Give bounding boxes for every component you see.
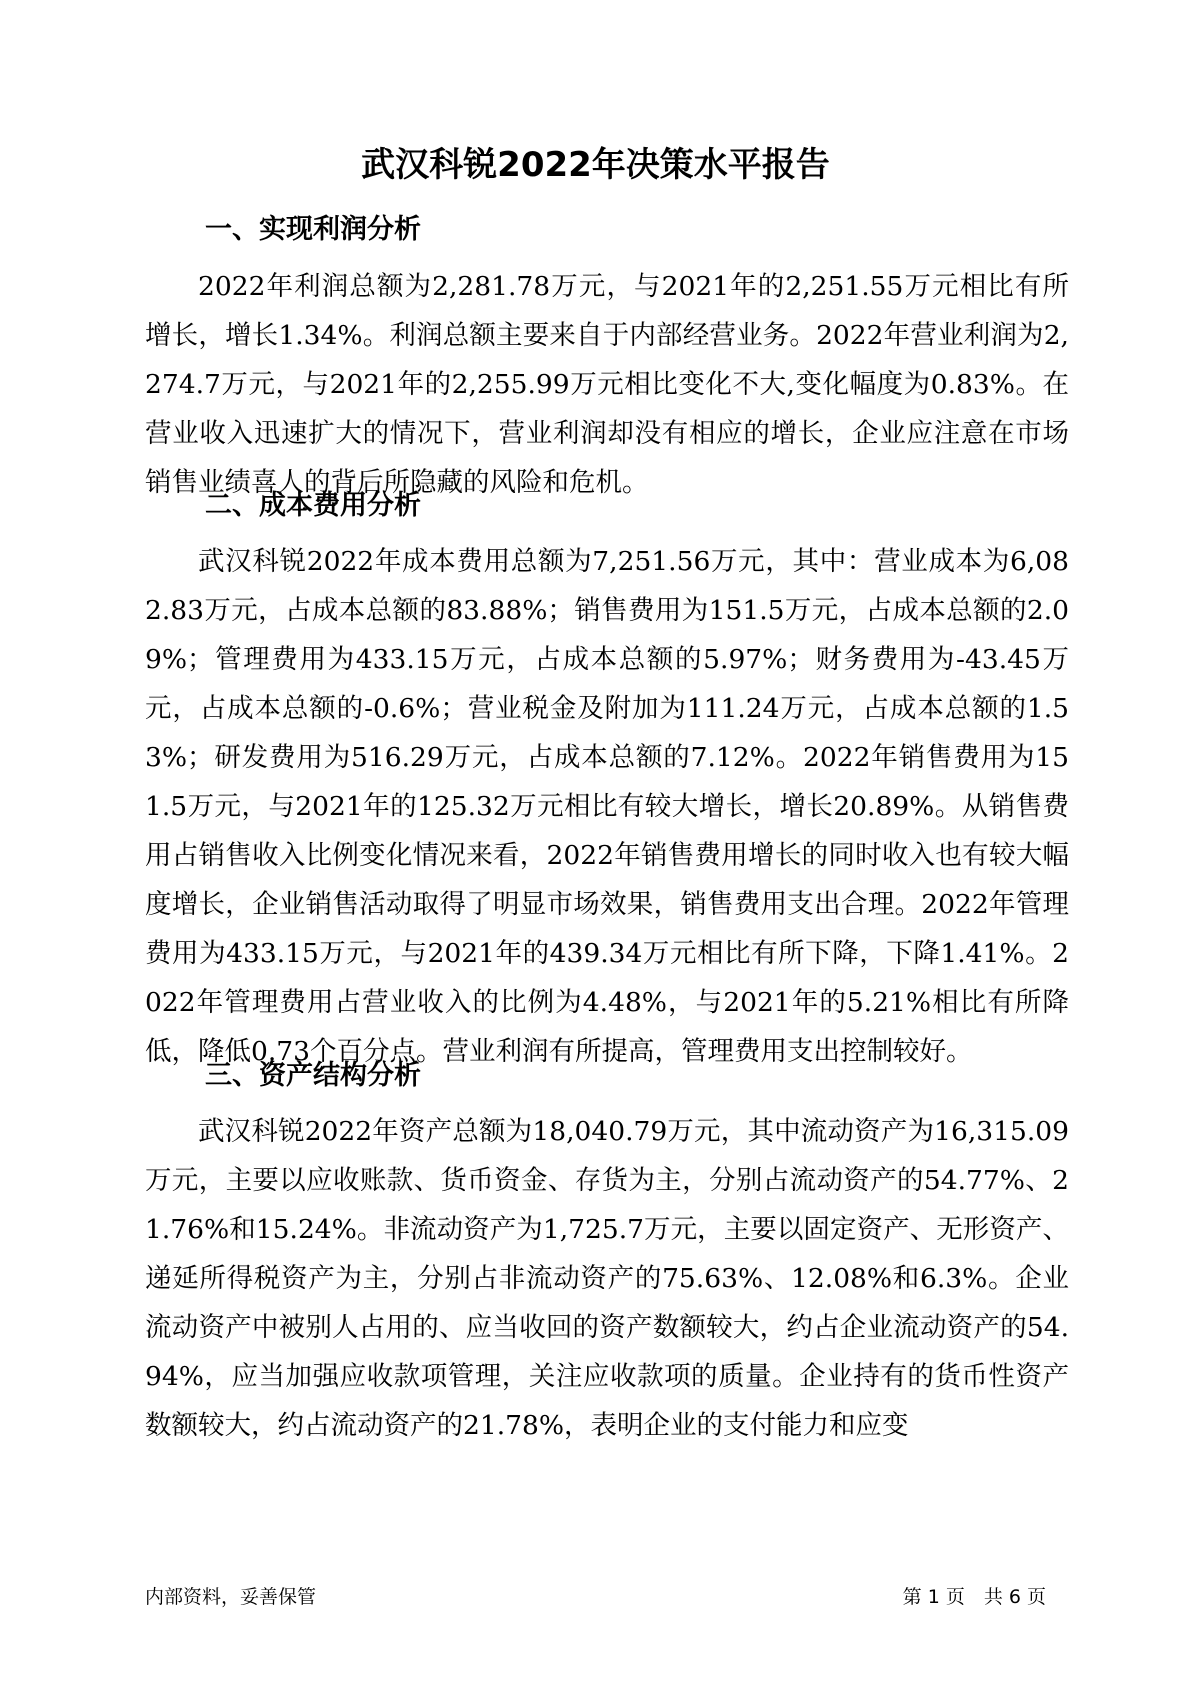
footer-page-number: 第 1 页 共 6 页 xyxy=(902,1586,1046,1608)
section-heading-profit: 一、实现利润分析 xyxy=(205,214,421,245)
section-heading-cost: 二、成本费用分析 xyxy=(205,490,421,521)
footer-confidential-note: 内部资料，妥善保管 xyxy=(145,1586,317,1608)
section-heading-assets: 三、资产结构分析 xyxy=(205,1060,421,1091)
section-body-assets: 武汉科锐2022年资产总额为18,040.79万元，其中流动资产为16,315.09万元，主要以应收账款、货币资金、存货为主，分别占流动资产的54.77%、21.76%和15.24%。非流动资产为1,725.7万元，主要以固定资产、无形资产、递延所得税资产为主，分别占非流动资产的75.63%、12.08%和6.3%。企业流动资产中被别人占用的、应当收回的资产数额较大，约占企业流动资产的54.94%，应当加强应收款项管理，关注应收款项的质量。企业持有的货币性资产数额较大，约占流动资产的21.78%，表明企业的支付能力和应变 xyxy=(145,1116,1069,1441)
document-title: 武汉科锐2022年决策水平报告 xyxy=(361,145,830,185)
section-body-profit: 2022年利润总额为2,281.78万元，与2021年的2,251.55万元相比有所增长，增长1.34%。利润总额主要来自于内部经营业务。2022年营业利润为2,274.7万元，与2021年的2,255.99万元相比变化不大,变化幅度为0.83%。在营业收入迅速扩大的情况下，营业利润却没有相应的增长，企业应注意在市场销售业绩喜人的背后所隐藏的风险和危机。 xyxy=(145,271,1069,498)
section-body-cost: 武汉科锐2022年成本费用总额为7,251.56万元，其中：营业成本为6,082.83万元，占成本总额的83.88%；销售费用为151.5万元，占成本总额的2.09%；管理费用为433.15万元，占成本总额的5.97%；财务费用为-43.45万元，占成本总额的-0.6%；营业税金及附加为111.24万元，占成本总额的1.53%；研发费用为516.29万元，占成本总额的7.12%。2022年销售费用为151.5万元，与2021年的125.32万元相比有较大增长，增长20.89%。从销售费用占销售收入比例变化情况来看，2022年销售费用增长的同时收入也有较大幅度增长，企业销售活动取得了明显市场效果，销售费用支出合理。2022年管理费用为433.15万元，与2021年的439.34万元相比有所下降，下降1.41%。2022年管理费用占营业收入的比例为4.48%，与2021年的5.21%相比有所降低，降低0.73个百分点。营业利润有所提高，管理费用支出控制较好。 xyxy=(145,546,1069,1067)
